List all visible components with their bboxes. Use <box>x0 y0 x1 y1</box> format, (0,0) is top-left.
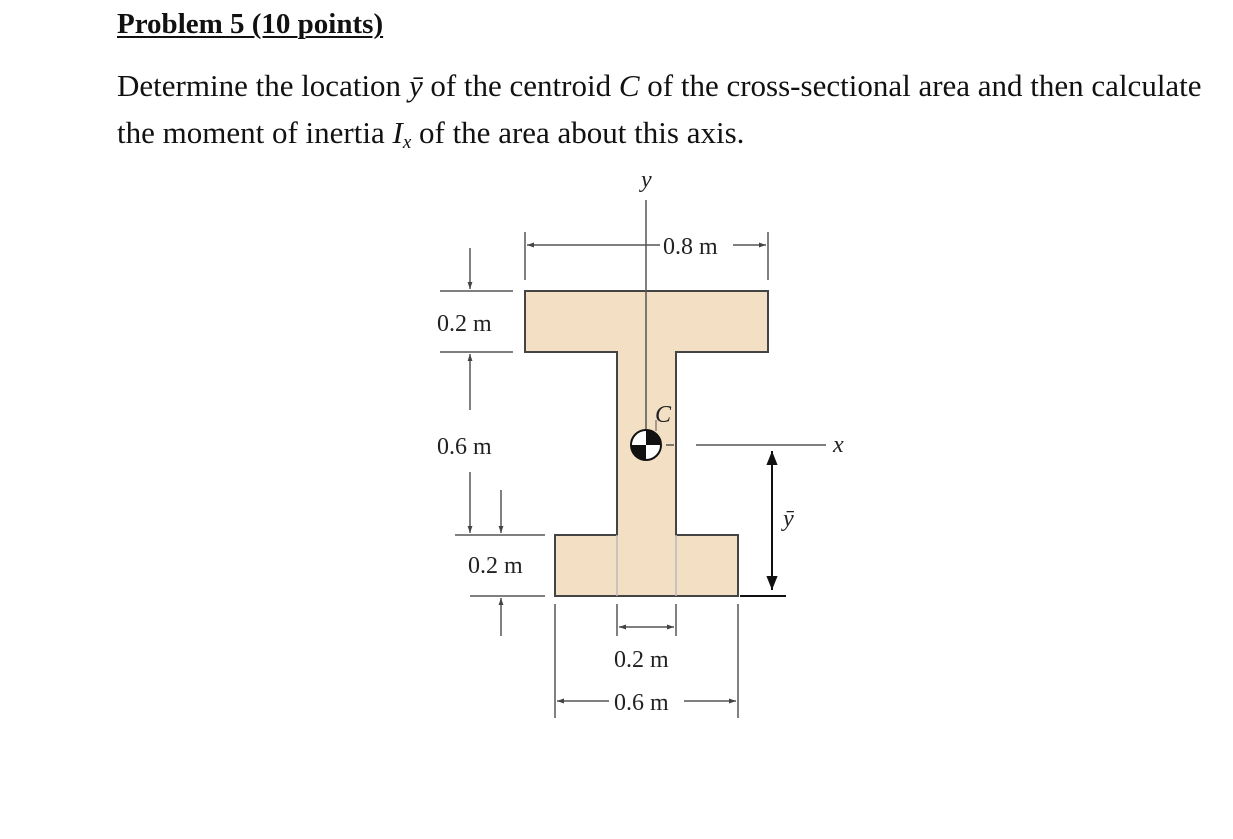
statement-part-4: of the area about this axis. <box>411 115 745 150</box>
bottom-width-label: 0.6 m <box>614 690 669 716</box>
ybar-dimension <box>740 451 794 596</box>
top-width-label: 0.8 m <box>663 234 718 260</box>
web-height-label: 0.6 m <box>437 434 492 460</box>
problem-title: Problem 5 (10 points) <box>117 8 384 40</box>
statement-part-3: of the cross-sectional area and then calculate the moment of inertia <box>117 68 1202 150</box>
bottom-flange-thickness-label: 0.2 m <box>468 553 523 579</box>
web-width-dimension <box>614 604 676 673</box>
statement-part-1: Determine the location <box>117 68 409 103</box>
statement-moment-subscript: x <box>402 132 412 153</box>
statement-moment-i: I <box>392 115 403 150</box>
x-axis <box>666 432 844 458</box>
x-axis-label: x <box>833 432 844 458</box>
web-width-label: 0.2 m <box>614 647 669 673</box>
statement-ybar: ȳ <box>408 68 423 103</box>
statement-part-2: of the centroid <box>422 68 619 103</box>
top-flange-thickness-label: 0.2 m <box>437 311 492 337</box>
y-axis-label: y <box>641 167 652 193</box>
ybar-label: ȳ <box>783 506 794 532</box>
statement-centroid-c: C <box>618 68 640 103</box>
centroid-label: C <box>655 402 672 428</box>
